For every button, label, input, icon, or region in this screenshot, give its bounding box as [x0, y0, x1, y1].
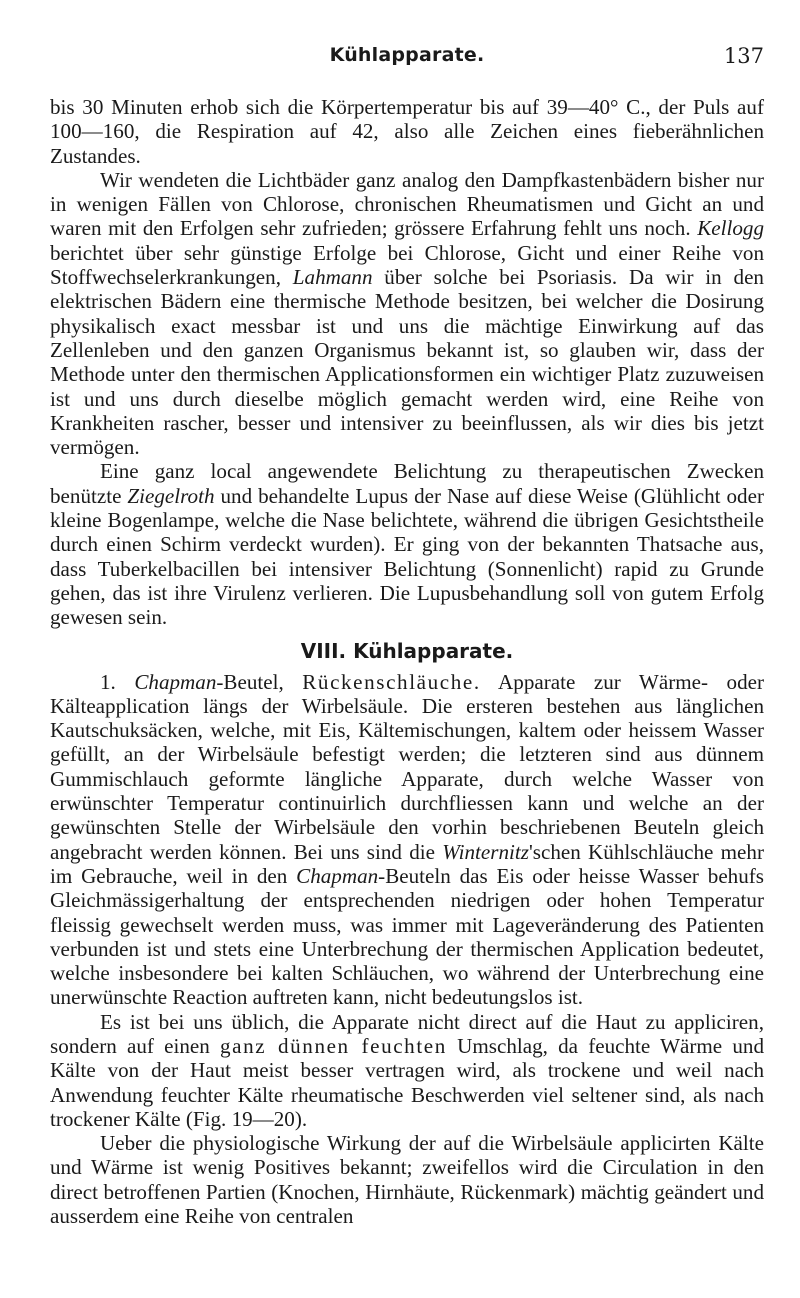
paragraph-4 [50, 670, 764, 1010]
author-winternitz: Winternitz [442, 839, 529, 864]
section-heading: VIII. Kühlapparate. [300, 638, 514, 663]
paragraph-3-text-a: Eine ganz local angewendete Belichtung zu therapeutischen Zwecken benützte [50, 459, 764, 508]
running-header [50, 44, 764, 70]
paragraph-4-text-a: -Beutel, [216, 669, 303, 694]
term-ganz-duennen-feuchten: ganz dünnen feuchten [219, 1033, 447, 1058]
paragraph-3-text-b: und behandelte Lupus der Nase auf diese Weise (Glühlicht oder kleine Bogenlampe, welche die Nase belichtete, während die übrigen Gesichtstheile durch einen Schirm verdeckt wurden). Er ging von der bekannten Thatsache aus, dass Tuberkelbacillen bei intensiver Belichtung (Sonnenlicht) rapid zu Grunde gehen, das ist ihre Virulenz verlieren. Die Lupusbehandlung soll von gutem Erfolg gewesen sein. [50, 483, 764, 630]
paragraph-3 [50, 459, 764, 629]
term-rueckenschlaeuche: Rückenschläuche. [302, 669, 481, 694]
paragraph-2-text-b: berichtet über sehr günstige Erfolge bei Chlorose, Gicht und einer Reihe von Stoffwechselerkrankungen, [50, 240, 764, 290]
paragraph-4-text-d: -Beuteln das Eis oder heisse Wasser behufs Gleichmässigerhaltung der entsprechenden niedrigen oder hohen Temperatur fleissig gewechselt werden muss, was immer mit Lageveränderung des Patienten verbunden ist und stets eine Unterbrechung der thermischen Application bedeutet, welche insbesondere bei kalten Schläuchen, wo während der Unterbrechung eine unerwünschte Reaction auftreten kann, nicht bedeutungslos ist. [50, 863, 765, 1010]
body-text [50, 95, 764, 1228]
author-ziegelroth: Ziegelroth [127, 483, 215, 508]
author-chapman: Chapman [134, 669, 217, 694]
author-lahmann: Lahmann [292, 265, 373, 290]
paragraph-2-text-a: Wir wendeten die Lichtbäder ganz analog den Dampfkastenbädern bisher nur in wenigen Fällen von Chlorose, chronischen Rheumatismen und Gicht an und waren mit den Erfolgen sehr zufrieden; grössere Erfahrung fehlt uns noch. [50, 167, 764, 241]
paragraph-4-text-b: Apparate zur Wärme- oder Kälteapplication längs der Wirbelsäule. Die ersteren bestehen aus länglichen Kautschuksäcken, welche, mit Eis, Kältemischungen, kaltem oder heissem Wasser gefüllt, an der Wirbelsäule befestigt werden; die letzteren sind aus dünnem Gummischlauch geformte längliche Apparate, durch welche Wasser von erwünschter Temperatur continuirlich durchfliessen kann und welche an der gewünschten Stelle der Wirbelsäule den vorhin beschriebenen Beuteln gleich angebracht werden können. Bei uns sind die [50, 669, 764, 864]
author-kellogg: Kellogg [697, 216, 764, 241]
paragraph-1 [50, 95, 764, 168]
paragraph-6-text: Ueber die physiologische Wirkung der auf die Wirbelsäule applicirten Kälte und Wärme ist wenig Positives bekannt; zweifellos wird die Circulation in den direct betroffenen Partien (Knochen, Hirnhäute, Rückenmark) mächtig geändert und ausserdem eine Reihe von centralen [50, 1131, 764, 1229]
paragraph-2 [50, 168, 764, 460]
paragraph-2-text-c: über solche bei Psoriasis. Da wir in den elektrischen Bädern eine thermische Methode besitzen, bei welcher die Dosirung physikalisch exact messbar ist und uns die mächtige Einwirkung auf das Zellenleben und den ganzen Organismus bekannt ist, so glauben wir, dass der Methode unter den thermischen Applicationsformen ein wichtiger Platz zuzuweisen ist und uns durch dieselbe möglich gemacht werden wird, eine Reihe von Krankheiten rascher, besser und intensiver zu beeinflussen, als wir dies bis jetzt vermögen. [50, 265, 764, 460]
paragraph-5-text-b: Umschlag, da feuchte Wärme und Kälte von der Haut meist besser vertragen wird, als trockene und weil nach Anwendung feuchter Kälte rheumatische Beschwerden viel seltener sind, als nach trockener Kälte (Fig. 19—20). [50, 1033, 764, 1131]
paragraph-6 [50, 1131, 764, 1228]
paragraph-5-text-a: Es ist bei uns üblich, die Apparate nicht direct auf die Haut zu appliciren, sondern auf einen [50, 1009, 764, 1058]
page-number: 137 [723, 44, 764, 68]
paragraph-4-text-c: 'schen Kühlschläuche mehr im Gebrauche, weil in den [50, 839, 764, 888]
paragraph-1-text: bis 30 Minuten erhob sich die Körpertemperatur bis auf 39—40° C., der Puls auf 100—160, die Respiration auf 42, also alle Zeichen eines fieberähnlichen Zustandes. [50, 95, 764, 168]
author-chapman-2: Chapman [296, 863, 379, 888]
running-title: Kühlapparate. [329, 44, 485, 66]
paragraph-5 [50, 1010, 764, 1131]
list-number: 1. [100, 669, 135, 694]
